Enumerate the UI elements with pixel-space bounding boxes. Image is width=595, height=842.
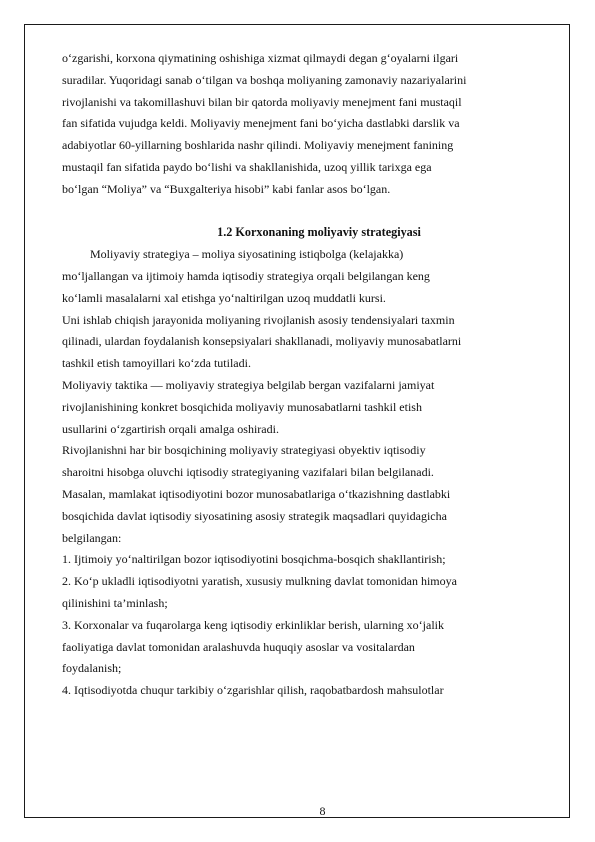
text-line: adabiyotlar 60-yillarning boshlarida nashr qilindi. Moliyaviy menejment fanining — [62, 138, 454, 153]
text-line: qilinishini ta’minlash; — [62, 595, 168, 610]
text-line: Rivojlanishni har bir bosqichining moliyaviy strategiyasi obyektiv iqtisodiy — [62, 443, 426, 458]
text-line: belgilangan: — [62, 530, 122, 545]
list-item: 1. Ijtimoiy yo‘naltirilgan bozor iqtisodiyotini bosqichma-bosqich shakllantirish; — [62, 552, 446, 567]
text-line: tashkil etish tamoyillari ko‘zda tutiladi. — [62, 356, 251, 371]
page-number: 8 — [319, 804, 326, 818]
text-line: o‘zgarishi, korxona qiymatining oshishiga xizmat qilmaydi degan g‘oyalarni ilgari — [62, 51, 459, 65]
text-line-indented: Moliyaviy strategiya – moliya siyosatining istiqbolga (kelajakka) — [90, 247, 404, 262]
list-item: 4. Iqtisodiyotda chuqur tarkibiy o‘zgarishlar qilish, raqobatbardosh mahsulotlar — [62, 683, 444, 698]
text-line: mo‘ljallangan va ijtimoiy hamda iqtisodiy strategiya orqali belgilangan keng — [62, 268, 430, 283]
text-line: fan sifatida vujudga keldi. Moliyaviy menejment fani bo‘yicha dastlabki darslik va — [62, 116, 460, 131]
text-line: rivojlanishi va takomillashuvi bilan bir qatorda moliyaviy menejment fani mustaqil — [62, 94, 462, 109]
text-line: Moliyaviy taktika — moliyaviy strategiya belgilab bergan vazifalarni jamiyat — [62, 377, 435, 392]
document-body — [62, 48, 562, 702]
intro-paragraph — [62, 48, 562, 201]
list-item: 3. Korxonalar va fuqarolarga keng iqtisodiy erkinliklar berish, ularning xo‘jalik — [62, 617, 445, 632]
text-line: bo‘lgan “Moliya” va “Buxgalteriya hisobi” kabi fanlar asos bo‘lgan. — [62, 181, 391, 196]
text-line: rivojlanishining konkret bosqichida moliyaviy munosabatlarni tashkil etish — [62, 399, 422, 414]
text-line: suradilar. Yuqoridagi sanab o‘tilgan va boshqa moliyaning zamonaviy nazariyalarini — [62, 72, 467, 87]
text-line: ko‘lamli masalalarni xal etishga yo‘naltirilgan uzoq muddatli kursi. — [62, 290, 386, 305]
text-line: usullarini o‘zgartirish orqali amalga oshiradi. — [62, 421, 279, 436]
section-heading: 1.2 Korxonaning moliyaviy strategiyasi — [217, 225, 421, 240]
text-line: Masalan, mamlakat iqtisodiyotini bozor munosabatlariga o‘tkazishning dastlabki — [62, 486, 451, 501]
text-line: sharoitni hisobga oluvchi iqtisodiy strategiyaning vazifalari bilan belgilanadi. — [62, 465, 434, 480]
text-line: Uni ishlab chiqish jarayonida moliyaning rivojlanish asosiy tendensiyalari taxmin — [62, 312, 455, 327]
text-line: bosqichida davlat iqtisodiy siyosatining asosiy strategik maqsadlari quyidagicha — [62, 508, 447, 523]
blank-line — [62, 201, 562, 223]
text-line: qilinadi, ulardan foydalanish konsepsiyalari shakllanadi, moliyaviy munosabatlarni — [62, 334, 462, 349]
list-item: 2. Ko‘p ukladli iqtisodiyotni yaratish, xususiy mulkning davlat tomonidan himoya — [62, 574, 457, 589]
section-paragraphs — [62, 244, 562, 702]
text-line: faoliyatiga davlat tomonidan aralashuvda huquqiy asoslar va vositalardan — [62, 639, 415, 654]
text-line: foydalanish; — [62, 661, 122, 676]
text-line: mustaqil fan sifatida paydo bo‘lishi va shakllanishida, uzoq yillik tarixga ega — [62, 159, 432, 174]
